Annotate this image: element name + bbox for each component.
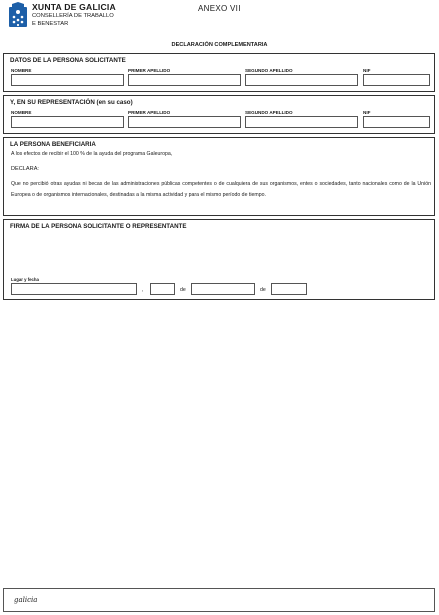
applicant-nif-field[interactable]	[363, 74, 430, 86]
declara-label: DECLARA:	[11, 166, 39, 172]
page-footer	[3, 588, 435, 612]
beneficiary-section	[3, 137, 435, 216]
place-field[interactable]	[11, 283, 137, 295]
applicant-nombre-field[interactable]	[11, 74, 124, 86]
representative-primer-apellido-label: PRIMER APELLIDO	[128, 110, 171, 115]
representative-segundo-apellido-field[interactable]	[245, 116, 358, 128]
representative-heading: Y, EN SU REPRESENTACIÓN (en su caso)	[10, 99, 133, 106]
applicant-heading: DATOS DE LA PERSONA SOLICITANTE	[10, 57, 126, 64]
representative-primer-apellido-field[interactable]	[128, 116, 241, 128]
representative-segundo-apellido-label: SEGUNDO APELLIDO	[245, 110, 293, 115]
representative-section	[3, 95, 435, 134]
signature-heading: FIRMA DE LA PERSONA SOLICITANTE O REPRESENTANTE	[10, 223, 187, 230]
org-department	[32, 13, 114, 28]
year-field[interactable]	[271, 283, 307, 295]
representative-nif-field[interactable]	[363, 116, 430, 128]
applicant-nombre-label: NOMBRE	[11, 68, 32, 73]
annex-label: ANEXO VII	[198, 4, 241, 13]
beneficiary-intro: A los efectos de recibir el 100 % de la ayuda del programa Galeuropa,	[11, 151, 173, 157]
representative-nombre-label: NOMBRE	[11, 110, 32, 115]
document-title: DECLARACIÓN COMPLEMENTARIA	[171, 42, 268, 48]
place-date-label: Lugar y fecha	[11, 277, 39, 282]
month-field[interactable]	[191, 283, 255, 295]
org-name: XUNTA DE GALICIA	[32, 2, 116, 12]
de-separator-2: de	[260, 287, 266, 293]
de-separator-1: de	[180, 287, 186, 293]
xunta-logo	[8, 2, 148, 32]
beneficiary-heading: LA PERSONA BENEFICIARIA	[10, 141, 96, 148]
signature-section	[3, 219, 435, 300]
applicant-primer-apellido-field[interactable]	[128, 74, 241, 86]
org-dept-line2: E BENESTAR	[32, 20, 69, 27]
comma-separator: ,	[142, 287, 144, 293]
declaration-statement: Que no percibió otras ayudas ni becas de las administraciones públicas competentes o de cualquiera de sus organismos, entes o sociedades, tanto nacionales como de la Unión Europea o de organismos internacionales, destinadas a la misma actividad y para el mismo período de tiempo.	[11, 181, 431, 198]
galicia-footer-logo: galicia	[14, 596, 38, 604]
applicant-segundo-apellido-field[interactable]	[245, 74, 358, 86]
representative-nombre-field[interactable]	[11, 116, 124, 128]
org-dept-line1: CONSELLERÍA DE TRABALLO	[32, 13, 114, 19]
applicant-primer-apellido-label: PRIMER APELLIDO	[128, 68, 171, 73]
applicant-segundo-apellido-label: SEGUNDO APELLIDO	[245, 68, 293, 73]
applicant-section	[3, 53, 435, 92]
galicia-coat-of-arms-icon	[8, 2, 28, 28]
applicant-nif-label: NIF	[363, 68, 371, 73]
day-field[interactable]	[150, 283, 175, 295]
representative-nif-label: NIF	[363, 110, 371, 115]
